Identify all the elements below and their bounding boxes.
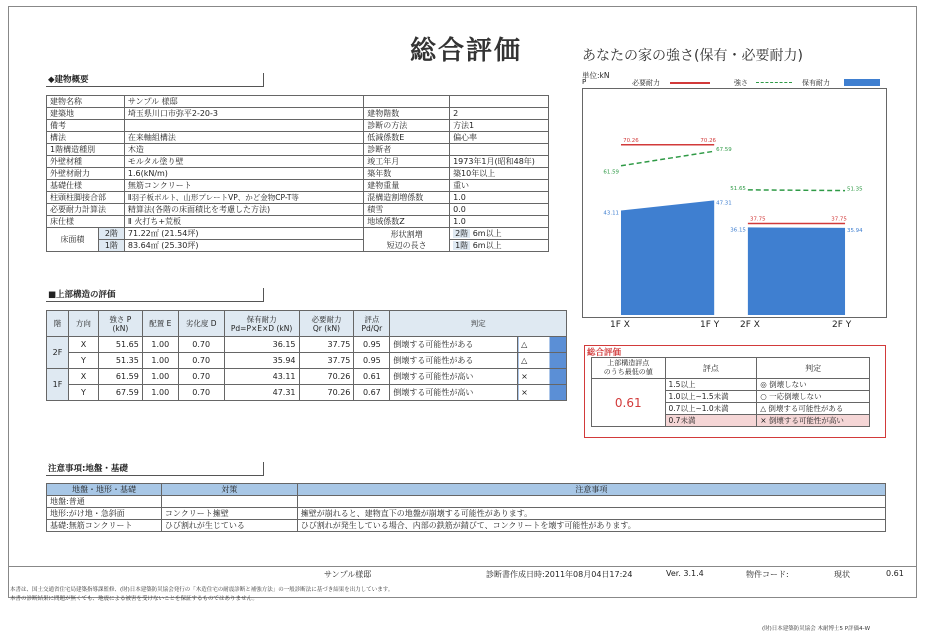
table-row	[47, 353, 567, 369]
label-calc: 必要耐力計算法	[47, 204, 125, 216]
label-wallstr: 外壁材耐力	[47, 168, 125, 180]
table-row	[47, 385, 567, 401]
label-structure: 構法	[47, 132, 125, 144]
strength-line	[748, 190, 845, 191]
capacity-label: 47.31	[716, 200, 732, 207]
overall-value: 0.61	[592, 379, 666, 427]
caution-row2-c: 擁壁が崩れると、建物直下の地盤が崩壊する可能性があります。	[297, 508, 885, 520]
upper-head-4: 配置 E	[142, 311, 178, 337]
value-mixed: 1.0	[450, 192, 549, 204]
value-name: サンプル 様邸	[124, 96, 363, 108]
legend-strength: 強さ	[734, 79, 748, 87]
overall-table	[591, 357, 870, 427]
caution-head-3: 注意事項	[297, 484, 885, 496]
label-joint: 柱頭柱脚接合部	[47, 192, 125, 204]
upper-cell-pd: 43.11	[224, 369, 299, 385]
caution-table	[46, 483, 886, 532]
upper-cell-d: 0.70	[178, 369, 224, 385]
value-method: 方法1	[450, 120, 549, 132]
label-name: 建物名称	[47, 96, 125, 108]
value-age: 築10年以上	[450, 168, 549, 180]
upper-head-6: 保有耐力 Pd=P×E×D (kN)	[224, 311, 299, 337]
value-note	[124, 120, 363, 132]
strength-label: 51.65	[730, 185, 746, 192]
xlabel-2fx: 2F X	[740, 320, 760, 330]
upper-cell-pd: 36.15	[224, 337, 299, 353]
value-wall: モルタル塗り壁	[124, 156, 363, 168]
capacity-bar	[748, 227, 845, 315]
overall-range-4: 0.7未満	[665, 415, 757, 427]
upper-cell-judge: 倒壊する可能性が高い	[390, 385, 518, 401]
strength-chart	[582, 88, 887, 318]
upper-table	[46, 310, 567, 401]
value-address: 埼玉県川口市弥平2-20-3	[124, 108, 363, 120]
upper-cell-pd: 47.31	[224, 385, 299, 401]
caution-section-title: 注意事項:地盤・基礎	[46, 462, 264, 476]
chart-title: あなたの家の強さ(保有・必要耐力)	[582, 48, 803, 64]
overall-judge-2: ○ 一応倒壊しない	[757, 391, 870, 403]
upper-cell-mark: △	[518, 337, 567, 353]
caution-row1-b	[161, 496, 297, 508]
value-f1-area: 83.64㎡ (25.30坪)	[124, 240, 363, 252]
label-area: 床面積	[47, 228, 99, 252]
overall-range-3: 0.7以上~1.0未満	[665, 403, 757, 415]
xlabel-1fx: 1F X	[610, 320, 630, 330]
chart-xlabels	[582, 320, 887, 334]
xlabel-2fy: 2F Y	[832, 320, 852, 330]
chart-unit: 単位:kN	[582, 71, 610, 80]
label-shape: 形状割増 短辺の長さ	[364, 228, 450, 252]
table-row	[47, 369, 567, 385]
caution-row3-b: ひび割れが生じている	[161, 520, 297, 532]
capacity-label: 36.15	[730, 227, 746, 234]
upper-cell-e: 1.00	[142, 353, 178, 369]
building-table	[46, 95, 549, 252]
legend-capacity: 保有耐力	[802, 79, 830, 87]
strength-label: 61.59	[603, 169, 620, 176]
caution-row1-c	[297, 496, 885, 508]
capacity-label: 43.11	[603, 210, 620, 217]
overall-judge-3: △ 倒壊する可能性がある	[757, 403, 870, 415]
caution-row3-a: 基礎:無筋コンクリート	[47, 520, 162, 532]
label-method: 診断の方法	[364, 120, 450, 132]
value-floorspec: Ⅱ 火打ち+荒板	[124, 216, 363, 228]
upper-head-2: 方向	[68, 311, 98, 337]
footer-note-2: 本書の診断結果に問題が無くても、地震による被害を受けないことを保証するものではありません。	[10, 596, 258, 602]
upper-cell-mark: ×	[518, 385, 567, 401]
label-built: 竣工年月	[364, 156, 450, 168]
value-f2-area: 71.22㎡ (21.54坪)	[124, 228, 363, 240]
legend-strength-line	[756, 82, 792, 83]
upper-cell-mark: ×	[518, 369, 567, 385]
upper-cell-score: 0.95	[354, 337, 390, 353]
upper-head-3: 強さ P (kN)	[98, 311, 142, 337]
legend-p: P	[582, 78, 587, 86]
label-age: 築年数	[364, 168, 450, 180]
table-row	[47, 337, 567, 353]
upper-head-5: 劣化度 D	[178, 311, 224, 337]
value-diagnoser	[450, 144, 549, 156]
caution-row3-c: ひび割れが発生している場合、内部の鉄筋が錆びて、コンクリートを壊す可能性があります。	[297, 520, 885, 532]
legend-capacity-box	[844, 79, 880, 86]
upper-cell-dir: Y	[68, 385, 98, 401]
xlabel-1fy: 1F Y	[700, 320, 720, 330]
page-title: 総合評価	[410, 36, 523, 66]
upper-section-title: ■上部構造の評価	[46, 288, 264, 302]
label-floorspec: 床仕様	[47, 216, 125, 228]
caution-row2-b: コンクリート擁壁	[161, 508, 297, 520]
caution-row1-a: 地盤:普通	[47, 496, 162, 508]
strength-label: 51.35	[847, 186, 863, 193]
upper-head-8: 評点 Pd/Qr	[354, 311, 390, 337]
value-calc: 精算法(各階の床面積比を考慮した方法)	[124, 204, 363, 216]
footer-status-label: 現状	[834, 570, 850, 579]
upper-cell-p: 51.35	[98, 353, 142, 369]
capacity-bar	[621, 200, 714, 315]
upper-head-7: 必要耐力 Qr (kN)	[299, 311, 354, 337]
upper-cell-judge: 倒壊する可能性がある	[390, 353, 518, 369]
value-structure: 在来軸組構法	[124, 132, 363, 144]
value-floor1: 木造	[124, 144, 363, 156]
required-label: 70.26	[623, 137, 639, 144]
footer-org: (財)日本建築防災協会 木耐博士5 P評価4-W	[762, 626, 871, 632]
building-section-title: ◆建物概要	[46, 73, 264, 87]
upper-cell-dir: Y	[68, 353, 98, 369]
upper-cell-qr: 70.26	[299, 369, 354, 385]
label-note: 備考	[47, 120, 125, 132]
label-wall: 外壁材種	[47, 156, 125, 168]
value-found: 無筋コンクリート	[124, 180, 363, 192]
required-label: 37.75	[750, 216, 766, 223]
label-diagnoser: 診断者	[364, 144, 450, 156]
upper-cell-e: 1.00	[142, 385, 178, 401]
upper-cell-mark: △	[518, 353, 567, 369]
value-joint: Ⅱ羽子板ボルト、山形プレートVP、かど金物CP-T等	[124, 192, 363, 204]
upper-cell-qr: 70.26	[299, 385, 354, 401]
value-wallstr: 1.6(kN/m)	[124, 168, 363, 180]
upper-cell-score: 0.67	[354, 385, 390, 401]
required-label: 70.26	[700, 137, 717, 144]
overall-head-2: 評点	[665, 358, 757, 379]
capacity-label: 35.94	[847, 227, 863, 234]
upper-head-1: 階	[47, 311, 69, 337]
caution-row2-a: 地形:がけ地・急斜面	[47, 508, 162, 520]
overall-range-1: 1.5以上	[665, 379, 757, 391]
upper-cell-d: 0.70	[178, 353, 224, 369]
value-floors: 2	[450, 108, 549, 120]
overall-range-2: 1.0以上~1.5未満	[665, 391, 757, 403]
overall-head-1: 上部構造評点 のうち最低の値	[592, 358, 666, 379]
upper-cell-pd: 35.94	[224, 353, 299, 369]
upper-cell-score: 0.61	[354, 369, 390, 385]
footer-version: Ver. 3.1.4	[666, 569, 704, 578]
overall-head-3: 判定	[757, 358, 870, 379]
footer-name: サンプル様邸	[324, 570, 372, 579]
value-weight: 重い	[450, 180, 549, 192]
upper-cell-p: 51.65	[98, 337, 142, 353]
footer-status: 0.61	[886, 569, 904, 578]
upper-head-9: 判定	[390, 311, 567, 337]
upper-cell-qr: 37.75	[299, 353, 354, 369]
upper-cell-floor: 1F	[47, 369, 69, 401]
legend-required-line	[670, 82, 710, 84]
upper-cell-p: 61.59	[98, 369, 142, 385]
upper-cell-floor: 2F	[47, 337, 69, 369]
label-f2: 2階	[98, 228, 124, 240]
label-floors: 建物階数	[364, 108, 450, 120]
label-found: 基礎仕様	[47, 180, 125, 192]
required-label: 37.75	[831, 216, 847, 223]
label-address: 建築地	[47, 108, 125, 120]
upper-cell-score: 0.95	[354, 353, 390, 369]
label-weight: 建物重量	[364, 180, 450, 192]
upper-cell-judge: 倒壊する可能性がある	[390, 337, 518, 353]
footer-created: 診断書作成日時:2011年08月04日17:24	[486, 570, 633, 579]
label-mixed: 混構造割増係数	[364, 192, 450, 204]
upper-cell-d: 0.70	[178, 337, 224, 353]
upper-cell-p: 67.59	[98, 385, 142, 401]
value-built: 1973年1月(昭和48年)	[450, 156, 549, 168]
upper-cell-qr: 37.75	[299, 337, 354, 353]
overall-judge-1: ◎ 倒壊しない	[757, 379, 870, 391]
label-floor1: 1階構造種別	[47, 144, 125, 156]
chart-legend	[582, 78, 887, 88]
upper-cell-d: 0.70	[178, 385, 224, 401]
overall-judge-4: × 倒壊する可能性が高い	[757, 415, 870, 427]
label-snow: 積雪	[364, 204, 450, 216]
label-reduction: 低減係数E	[364, 132, 450, 144]
upper-cell-judge: 倒壊する可能性が高い	[390, 369, 518, 385]
value-shape2: 2階 6m以上	[450, 228, 549, 240]
footer-bar	[8, 566, 917, 580]
upper-cell-e: 1.00	[142, 337, 178, 353]
strength-line	[621, 151, 714, 166]
upper-cell-e: 1.00	[142, 369, 178, 385]
strength-label: 67.59	[716, 147, 732, 154]
footer-note-1: 本書は、国土交通省住宅局建築指導課監修、(財)日本建築防災協会発行の「木造住宅の耐震診断と補強方法」の一般診断法に基づき結果を出力しています。	[10, 587, 394, 593]
caution-head-1: 地盤・地形・基礎	[47, 484, 162, 496]
legend-required: 必要耐力	[632, 79, 660, 87]
value-zone: 1.0	[450, 216, 549, 228]
value-snow: 0.0	[450, 204, 549, 216]
upper-cell-dir: X	[68, 337, 98, 353]
upper-cell-dir: X	[68, 369, 98, 385]
value-shape1: 1階 6m以上	[450, 240, 549, 252]
label-zone: 地域係数Z	[364, 216, 450, 228]
caution-head-2: 対策	[161, 484, 297, 496]
footer-code: 物件コード:	[746, 570, 789, 579]
value-reduction: 偏心率	[450, 132, 549, 144]
label-f1: 1階	[98, 240, 124, 252]
overall-title: 総合評価	[587, 348, 622, 358]
